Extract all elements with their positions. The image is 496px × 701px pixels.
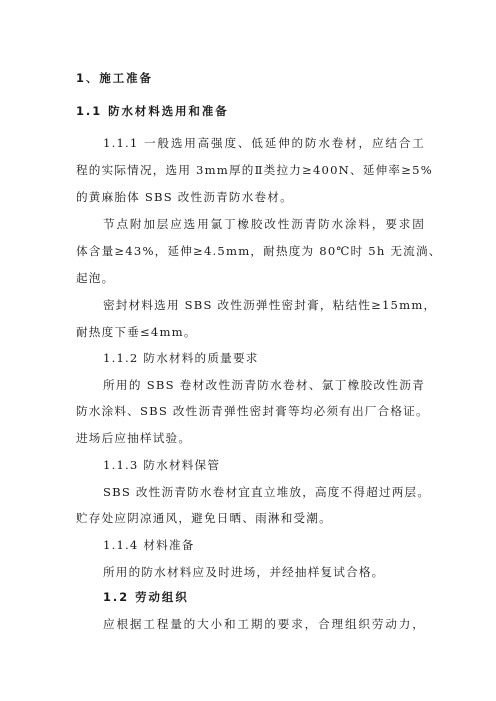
paragraph-line: 起泡。 [76, 271, 115, 285]
paragraph-line: 耐热度下垂≤4mm。 [76, 325, 197, 339]
paragraph-line: 贮存处应阴凉通风，避免日晒、雨淋和受潮。 [76, 511, 332, 525]
paragraph-line: 体含量≥43%，延伸≥4.5mm，耐热度为 80℃时 5h 无流淌、 [76, 244, 442, 258]
paragraph-line: 防水涂料、SBS 改性沥青弹性密封膏等均必须有出厂合格证。 [76, 404, 429, 418]
section-heading-1: 1、施工准备 [76, 71, 153, 85]
paragraph-line: 进场后应抽样试验。 [76, 431, 192, 445]
subsection-heading-1-1-2: 1.1.2 防水材料的质量要求 [103, 351, 259, 365]
subsection-heading-1-1-3: 1.1.3 防水材料保管 [103, 458, 221, 472]
paragraph-line: 应根据工程量的大小和工期的要求，合理组织劳动力， [103, 617, 425, 631]
subsection-heading-1-1-4: 1.1.4 材料准备 [103, 538, 195, 552]
section-heading-1-2: 1.2 劳动组织 [103, 590, 189, 604]
paragraph-line: 1.1.1 一般选用高强度、低延伸的防水卷材，应结合工 [103, 136, 425, 150]
paragraph-line: 所用的 SBS 卷材改性沥青防水卷材、氯丁橡胶改性沥青 [103, 378, 425, 392]
paragraph-line: 所用的防水材料应及时进场，并经抽样复试合格。 [103, 565, 385, 579]
section-heading-1-1: 1.1 防水材料选用和准备 [76, 104, 229, 118]
paragraph-line: 节点附加层应选用氯丁橡胶改性沥青防水涂料，要求固 [103, 217, 425, 231]
paragraph-line: 密封材料选用 SBS 改性沥弹性密封膏，粘结性≥15mm， [103, 298, 437, 312]
paragraph-line: SBS 改性沥青防水卷材宜直立堆放，高度不得超过两层。 [103, 485, 431, 499]
paragraph-line: 程的实际情况，选用 3mm厚的Ⅱ类拉力≥400N、延伸率≥5% [76, 163, 433, 177]
paragraph-line: 的黄麻胎体 SBS 改性沥青防水卷材。 [76, 190, 293, 204]
